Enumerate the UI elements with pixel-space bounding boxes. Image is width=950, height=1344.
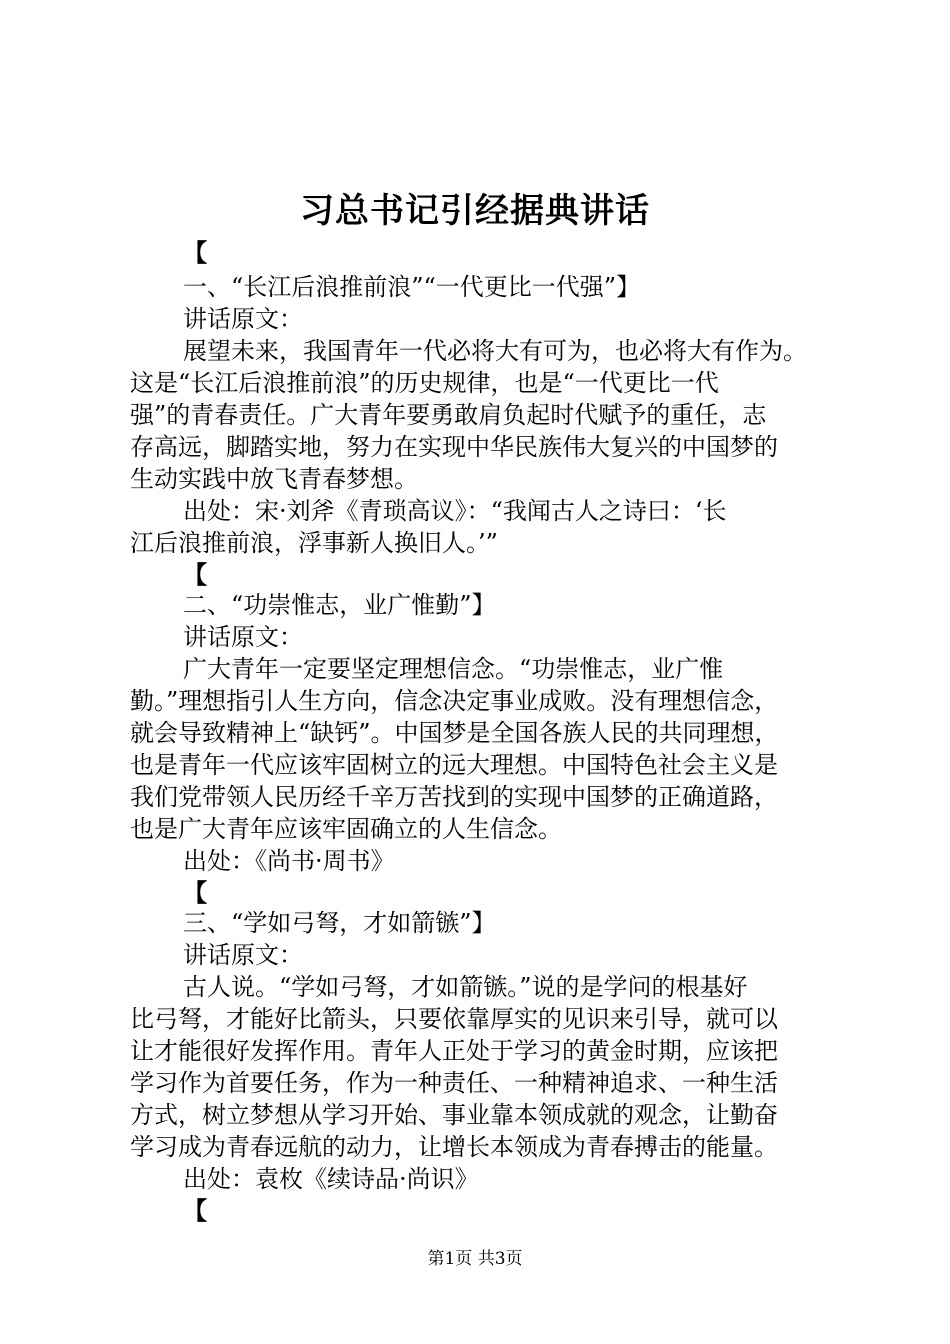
body-line: 学习成为青春远航的动力，让增长本领成为青春搏击的能量。 — [130, 1133, 778, 1161]
body-line: 勤。”理想指引人生方向，信念决定事业成败。没有理想信念， — [130, 687, 779, 715]
source-line: 江后浪推前浪，浮事新人换旧人。’” — [130, 529, 498, 557]
body-line: 也是广大青年应该牢固确立的人生信念。 — [130, 815, 562, 843]
source-line: 出处：袁枚《续诗品·尚识》 — [183, 1165, 479, 1193]
body-line: 这是“长江后浪推前浪”的历史规律，也是“一代更比一代 — [130, 369, 719, 397]
body-line: 学习作为首要任务，作为一种责任、一种精神追求、一种生活 — [130, 1069, 778, 1097]
source-line: 出处：《尚书·周书》 — [183, 847, 395, 875]
section-open-bracket: 【 — [183, 560, 207, 589]
trailing-open-bracket: 【 — [183, 1196, 207, 1225]
body-line: 就会导致精神上“缺钙”。中国梦是全国各族人民的共同理想， — [130, 719, 779, 747]
document-title: 习总书记引经据典讲话 — [300, 191, 650, 231]
section-heading: 一、“长江后浪推前浪”“一代更比一代强”】 — [183, 273, 641, 301]
body-line: 我们党带领人民历经千辛万苦找到的实现中国梦的正确道路， — [130, 783, 778, 811]
original-label: 讲话原文： — [183, 941, 303, 969]
section-heading: 二、“功崇惟志，业广惟勤”】 — [183, 591, 496, 619]
section-open-bracket: 【 — [183, 878, 207, 907]
page-footer: 第1页 共3页 — [427, 1249, 523, 1269]
body-line: 强”的青春责任。广大青年要勇敢肩负起时代赋予的重任，志 — [130, 401, 767, 429]
body-line: 方式，树立梦想从学习开始、事业靠本领成就的观念，让勤奋 — [130, 1101, 778, 1129]
body-line: 古人说。“学如弓弩，才如箭镞。”说的是学问的根基好 — [183, 973, 748, 1001]
body-line: 展望未来，我国青年一代必将大有可为，也必将大有作为。 — [183, 337, 807, 365]
body-line: 让才能很好发挥作用。青年人正处于学习的黄金时期，应该把 — [130, 1037, 778, 1065]
body-line: 存高远，脚踏实地，努力在实现中华民族伟大复兴的中国梦的 — [130, 433, 778, 461]
source-line: 出处：宋·刘斧《青琐高议》：“我闻古人之诗曰：‘长 — [183, 497, 727, 525]
original-label: 讲话原文： — [183, 623, 303, 651]
original-label: 讲话原文： — [183, 305, 303, 333]
body-line: 生动实践中放飞青春梦想。 — [130, 465, 418, 493]
body-line: 比弓弩，才能好比箭头，只要依靠厚实的见识来引导，就可以 — [130, 1005, 778, 1033]
section-heading: 三、“学如弓弩，才如箭镞”】 — [183, 909, 496, 937]
section-open-bracket: 【 — [183, 238, 207, 267]
body-line: 也是青年一代应该牢固树立的远大理想。中国特色社会主义是 — [130, 751, 778, 779]
body-line: 广大青年一定要坚定理想信念。“功崇惟志，业广惟 — [183, 655, 724, 683]
